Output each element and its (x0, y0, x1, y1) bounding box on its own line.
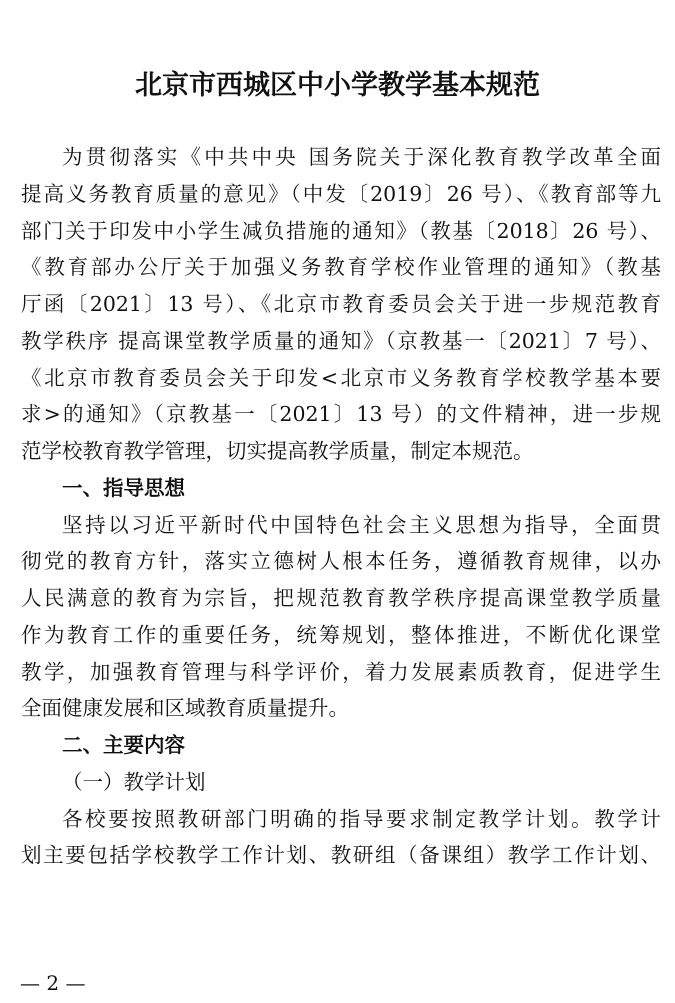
paragraph-line: 彻党的教育方针，落实立德树人根本任务，遵循教育规律，以办 (21, 549, 661, 574)
document-title: 北京市西城区中小学教学基本规范 (135, 70, 540, 101)
paragraph-line: 作为教育工作的重要任务，统筹规划，整体推进，不断优化课堂 (21, 622, 661, 647)
paragraph-line: 人民满意的教育为宗旨，把规范教育教学秩序提高课堂教学质量 (21, 586, 661, 610)
paragraph-line: 《教育部办公厅关于加强义务教育学校作业管理的通知》（教基 (21, 255, 661, 280)
paragraph-line: 教学，加强教育管理与科学评价，着力发展素质教育，促进学生 (21, 659, 661, 684)
subsection-heading: （一）教学计划 (62, 769, 206, 794)
paragraph-line: 划主要包括学校教学工作计划、教研组（备课组）教学工作计划、 (21, 843, 661, 868)
paragraph-line: 厅函〔2021〕13 号）、《北京市教育委员会关于进一步规范教育 (21, 292, 661, 316)
paragraph-line: 部门关于印发中小学生减负措施的通知》（教基〔2018〕26 号）、 (21, 218, 661, 243)
paragraph-line: 《北京市教育委员会关于印发<北京市义务教育学校教学基本要 (21, 365, 661, 390)
section-heading: 二、主要内容 (62, 733, 185, 757)
paragraph-line: 坚持以习近平新时代中国特色社会主义思想为指导，全面贯 (62, 512, 661, 537)
paragraph-line: 范学校教育教学管理，切实提高教学质量，制定本规范。 (21, 439, 534, 463)
paragraph-line: 求>的通知》（京教基一〔2021〕13 号）的文件精神，进一步规 (21, 402, 661, 427)
paragraph-line: 教学秩序 提高课堂教学质量的通知》（京教基一〔2021〕7 号）、 (21, 328, 661, 353)
paragraph-line: 全面健康发展和区域教育质量提升。 (21, 696, 349, 721)
section-heading: 一、指导思想 (62, 475, 185, 500)
document-body (21, 139, 661, 874)
page-number: — 2 — (20, 971, 86, 995)
paragraph-line: 各校要按照教研部门明确的指导要求制定教学计划。教学计 (62, 806, 661, 831)
paragraph-line: 提高义务教育质量的意见》（中发〔2019〕26 号）、《教育部等九 (21, 181, 661, 206)
paragraph-line: 为贯彻落实《中共中央 国务院关于深化教育教学改革全面 (62, 145, 661, 169)
